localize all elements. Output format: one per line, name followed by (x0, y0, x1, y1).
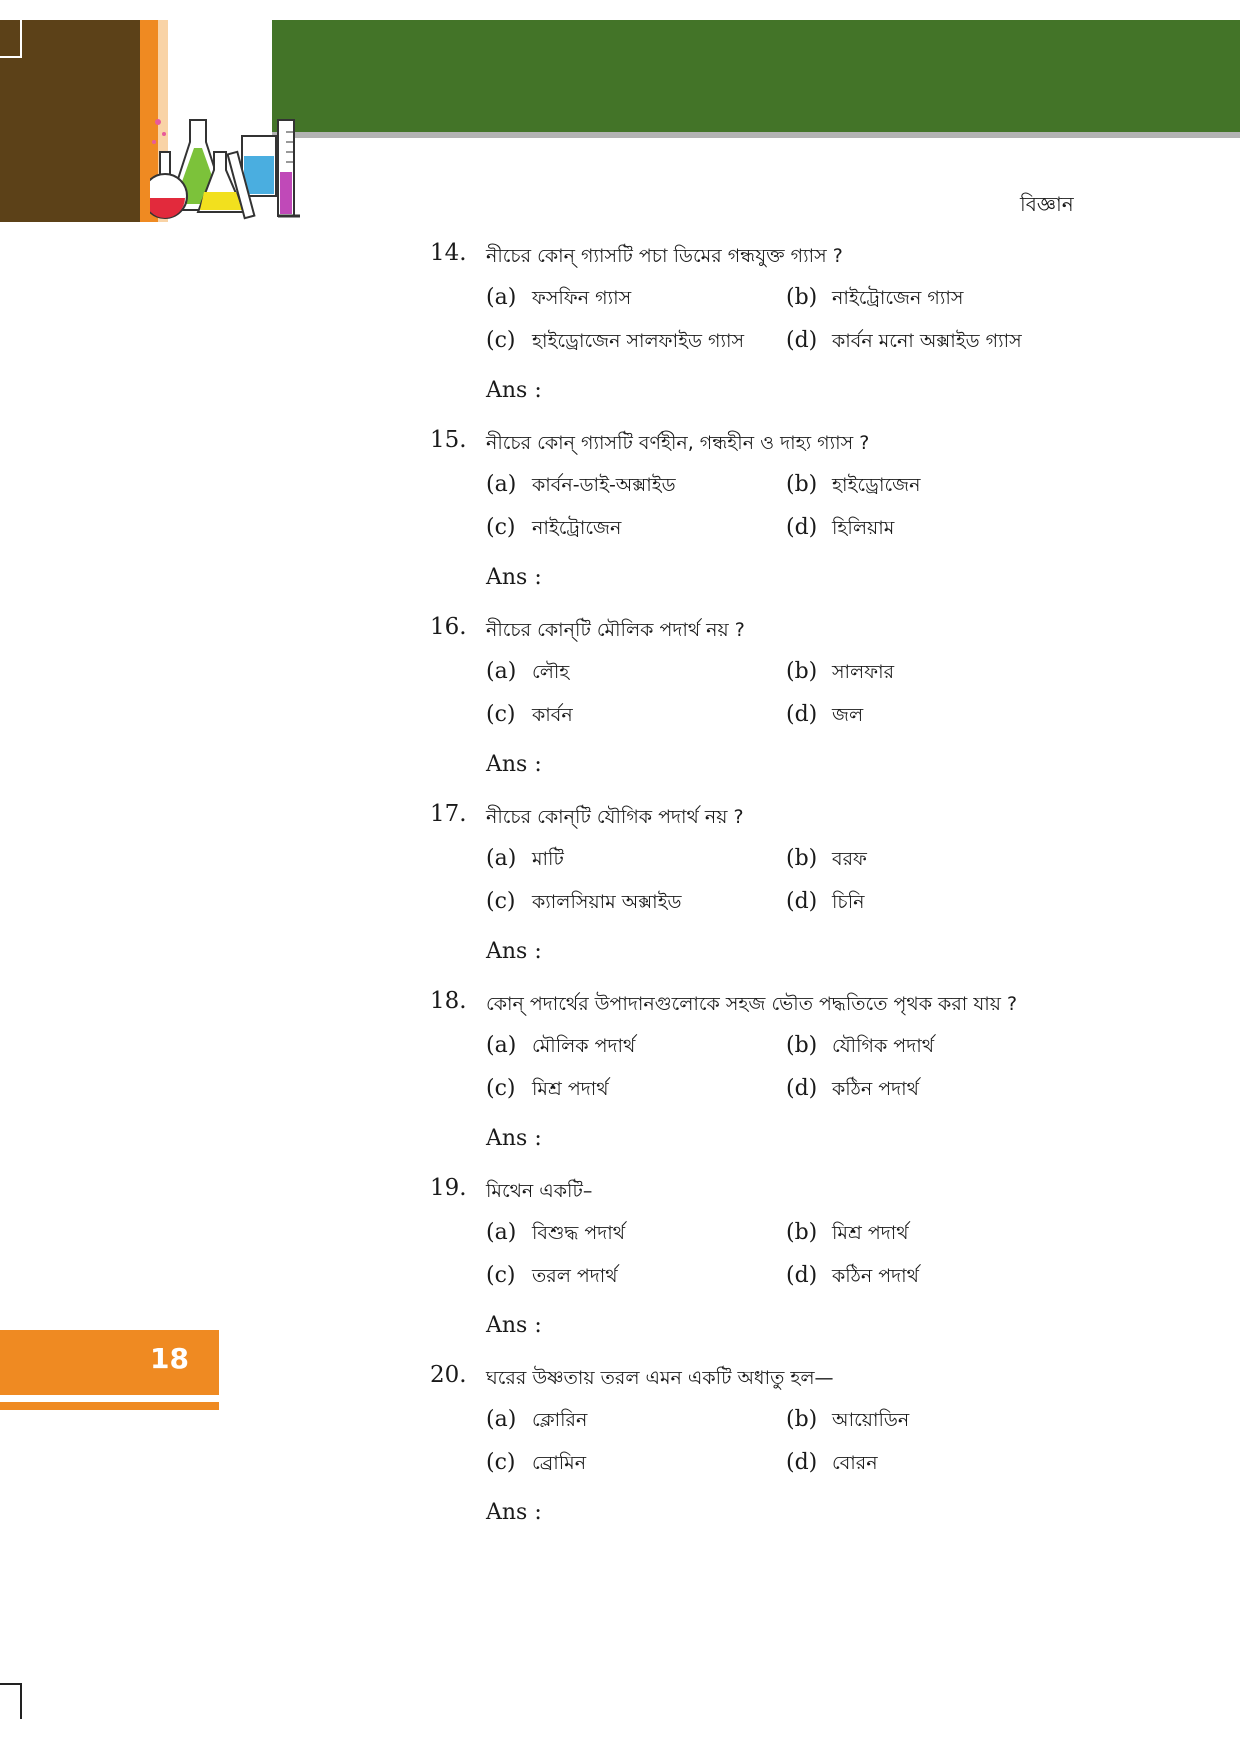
option-d: (d) বোরন (786, 1450, 878, 1475)
answer-label: Ans : (486, 1126, 542, 1151)
running-head: বিজ্ঞান (1020, 192, 1074, 216)
question-text: নীচের কোন্‌টি যৌগিক পদার্থ নয় ? (486, 806, 744, 828)
question-20 (430, 1362, 1170, 1525)
option-b: (b) সালফার (786, 659, 895, 684)
question-text: ঘরের উষ্ণতায় তরল এমন একটি অধাতু হল— (486, 1367, 834, 1389)
answer-label: Ans : (486, 939, 542, 964)
option-d: (d) কার্বন মনো অক্সাইড গ্যাস (786, 328, 1022, 353)
option-b: (b) আয়োডিন (786, 1407, 910, 1432)
option-a: (a) ফসফিন গ্যাস (486, 285, 632, 310)
question-text: কোন্ পদার্থের উপাদানগুলোকে সহজ ভৌত পদ্ধতিতে পৃথক করা যায় ? (486, 993, 1018, 1015)
header-green-banner (272, 20, 1240, 132)
option-b: (b) বরফ (786, 846, 867, 871)
lab-flasks-icon (150, 112, 310, 227)
question-text: মিথেন একটি– (486, 1180, 593, 1202)
page-tab-underline (0, 1402, 219, 1410)
option-d: (d) হিলিয়াম (786, 515, 895, 540)
question-number: 19. (430, 1175, 467, 1201)
question-number: 15. (430, 427, 467, 453)
option-d: (d) কঠিন পদার্থ (786, 1076, 919, 1101)
option-d: (d) কঠিন পদার্থ (786, 1263, 919, 1288)
option-c: (c) ক্যালসিয়াম অক্সাইড (486, 889, 682, 914)
question-text: নীচের কোন্‌টি মৌলিক পদার্থ নয় ? (486, 619, 745, 641)
option-a: (a) মাটি (486, 846, 564, 871)
answer-label: Ans : (486, 378, 542, 403)
page-number: 18 (150, 1342, 189, 1375)
question-text: নীচের কোন্ গ্যাসটি পচা ডিমের গন্ধযুক্ত গ্যাস ? (486, 245, 843, 267)
question-14 (430, 240, 1170, 403)
crop-mark-bottom (0, 1683, 22, 1719)
option-c: (c) ব্রোমিন (486, 1450, 587, 1475)
option-a: (a) মৌলিক পদার্থ (486, 1033, 636, 1058)
question-15 (430, 427, 1170, 590)
option-a: (a) বিশুদ্ধ পদার্থ (486, 1220, 626, 1245)
question-16 (430, 614, 1170, 777)
option-d: (d) চিনি (786, 889, 865, 914)
option-c: (c) মিশ্র পদার্থ (486, 1076, 609, 1101)
option-a: (a) কার্বন-ডাই-অক্সাইড (486, 472, 676, 497)
header-banner-shadow (272, 132, 1240, 138)
option-c: (c) হাইড্রোজেন সালফাইড গ্যাস (486, 328, 745, 353)
question-number: 17. (430, 801, 467, 827)
option-d: (d) জল (786, 702, 864, 727)
option-b: (b) হাইড্রোজেন (786, 472, 921, 497)
option-a: (a) ক্লোরিন (486, 1407, 588, 1432)
question-number: 14. (430, 240, 467, 266)
question-17 (430, 801, 1170, 964)
question-number: 20. (430, 1362, 467, 1388)
crop-mark-top (0, 20, 22, 58)
question-number: 18. (430, 988, 467, 1014)
question-number: 16. (430, 614, 467, 640)
option-c: (c) নাইট্রোজেন (486, 515, 622, 540)
page-number-tab (0, 1330, 219, 1395)
answer-label: Ans : (486, 752, 542, 777)
option-b: (b) নাইট্রোজেন গ্যাস (786, 285, 964, 310)
option-b: (b) মিশ্র পদার্থ (786, 1220, 909, 1245)
question-19 (430, 1175, 1170, 1338)
option-b: (b) যৌগিক পদার্থ (786, 1033, 935, 1058)
question-18 (430, 988, 1170, 1151)
question-text: নীচের কোন্ গ্যাসটি বর্ণহীন, গন্ধহীন ও দাহ্য গ্যাস ? (486, 432, 870, 454)
option-c: (c) তরল পদার্থ (486, 1263, 618, 1288)
answer-label: Ans : (486, 1500, 542, 1525)
option-c: (c) কার্বন (486, 702, 573, 727)
answer-label: Ans : (486, 565, 542, 590)
option-a: (a) লৌহ (486, 659, 570, 684)
answer-label: Ans : (486, 1313, 542, 1338)
